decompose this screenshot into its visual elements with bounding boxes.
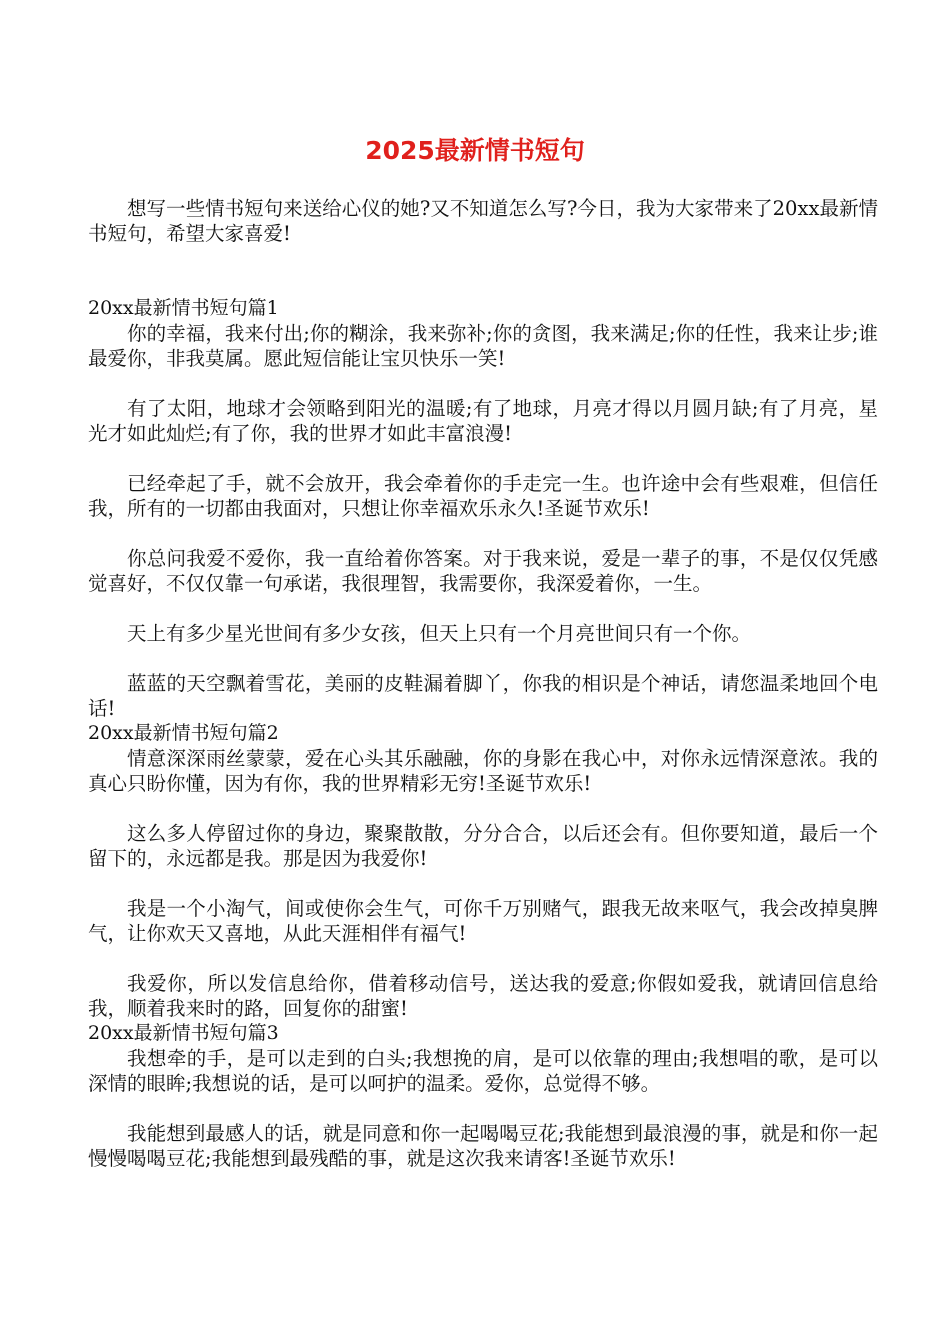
section-heading-3: 20xx最新情书短句篇3: [88, 1022, 279, 1044]
section-1-paragraph-5: 天上有多少星光世间有多少女孩，但天上只有一个月亮世间只有一个你。: [127, 622, 752, 645]
document-body: [88, 196, 878, 1171]
section-2-paragraph-2: 这么多人停留过你的身边，聚聚散散，分分合合，以后还会有。但你要知道，最后一个留下的，永远都是我。那是因为我爱你!: [88, 822, 878, 870]
section-2-paragraph-3: 我是一个小淘气，间或使你会生气，可你千万别赌气，跟我无故来呕气，我会改掉臭脾气，让你欢天又喜地，从此天涯相伴有福气!: [88, 897, 878, 945]
document-title: 2025最新情书短句: [365, 136, 585, 165]
section-1-paragraph-6: 蓝蓝的天空飘着雪花，美丽的皮鞋漏着脚丫，你我的相识是个神话，请您温柔地回个电话!: [88, 672, 878, 720]
section-heading-1: 20xx最新情书短句篇1: [88, 297, 279, 319]
intro-paragraph: 想写一些情书短句来送给心仪的她?又不知道怎么写?今日，我为大家带来了20xx最新情书短句，希望大家喜爱!: [88, 197, 878, 245]
section-1-paragraph-4: 你总问我爱不爱你，我一直给着你答案。对于我来说，爱是一辈子的事，不是仅仅凭感觉喜好，不仅仅靠一句承诺，我很理智，我需要你，我深爱着你，一生。: [88, 547, 878, 595]
section-heading-2: 20xx最新情书短句篇2: [88, 722, 279, 744]
section-2-paragraph-4: 我爱你，所以发信息给你，借着移动信号，送达我的爱意;你假如爱我，就请回信息给我，顺着我来时的路，回复你的甜蜜!: [88, 972, 878, 1020]
section-3-paragraph-1: 我想牵的手，是可以走到的白头;我想挽的肩，是可以依靠的理由;我想唱的歌，是可以深情的眼眸;我想说的话，是可以呵护的温柔。爱你，总觉得不够。: [88, 1047, 878, 1095]
section-2-paragraph-1: 情意深深雨丝蒙蒙，爱在心头其乐融融，你的身影在我心中，对你永远情深意浓。我的真心只盼你懂，因为有你，我的世界精彩无穷!圣诞节欢乐!: [88, 747, 878, 795]
section-1-paragraph-1: 你的幸福，我来付出;你的糊涂，我来弥补;你的贪图，我来满足;你的任性，我来让步;谁最爱你，非我莫属。愿此短信能让宝贝快乐一笑!: [88, 322, 878, 370]
section-1-paragraph-3: 已经牵起了手，就不会放开，我会牵着你的手走完一生。也许途中会有些艰难，但信任我，所有的一切都由我面对，只想让你幸福欢乐永久!圣诞节欢乐!: [88, 472, 878, 520]
section-3-paragraph-2: 我能想到最感人的话，就是同意和你一起喝喝豆花;我能想到最浪漫的事，就是和你一起慢慢喝喝豆花;我能想到最残酷的事，就是这次我来请客!圣诞节欢乐!: [88, 1122, 878, 1170]
section-1-paragraph-2: 有了太阳，地球才会领略到阳光的温暖;有了地球，月亮才得以月圆月缺;有了月亮，星光才如此灿烂;有了你，我的世界才如此丰富浪漫!: [88, 397, 878, 445]
